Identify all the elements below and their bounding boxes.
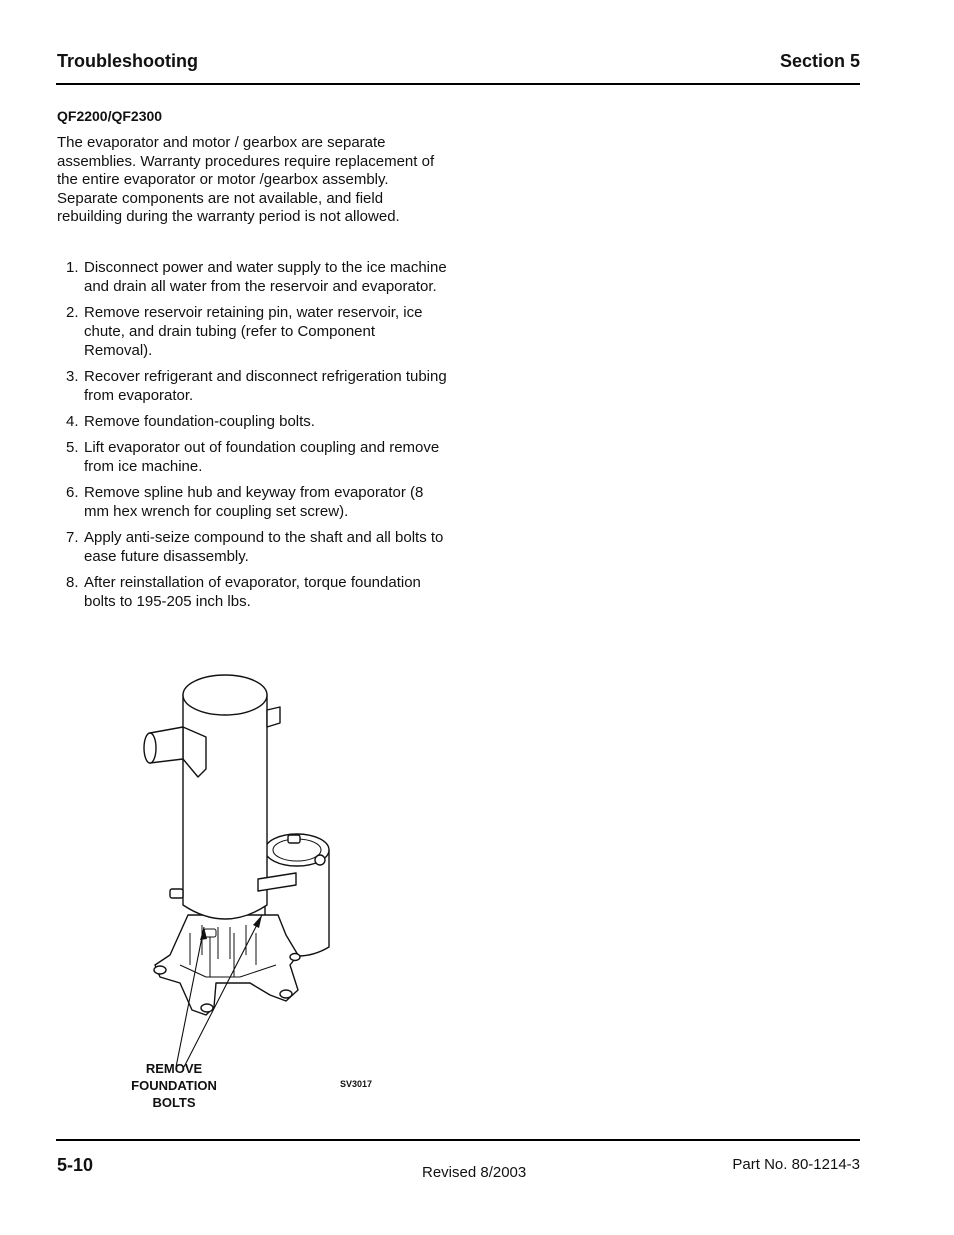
- evaporator-top: [183, 675, 267, 715]
- step-text: Remove reservoir retaining pin, water reservoir, ice chute, and drain tubing (refer to Component Removal).: [84, 304, 423, 359]
- step-number: 4.: [66, 413, 79, 430]
- page-header-section: Section 5: [779, 51, 860, 71]
- evaporator-illustration: [110, 665, 410, 1125]
- step-number: 1.: [66, 259, 79, 276]
- step-text: Apply anti-seize compound to the shaft and all bolts to ease future disassembly.: [84, 529, 444, 565]
- step-text: Disconnect power and water supply to the ice machine and drain all water from the reservoir and evaporator.: [84, 259, 447, 295]
- foundation-coupling: [155, 915, 298, 1015]
- step-item: [57, 528, 447, 566]
- figure-id: SV3017: [340, 1079, 373, 1089]
- evaporator-body: [183, 695, 267, 919]
- intro-paragraph: The evaporator and motor / gearbox are separate assemblies. Warranty procedures require replacement of the entire evaporator or motor /gearbox assembly. Separate components are not available, and field rebuilding during the warranty period is not allowed.: [57, 134, 435, 225]
- step-item: [57, 412, 447, 431]
- step-item: [57, 258, 447, 296]
- step-number: 7.: [66, 529, 79, 546]
- step-text: Remove spline hub and keyway from evaporator (8 mm hex wrench for coupling set screw).: [84, 484, 424, 520]
- step-number: 6.: [66, 484, 79, 501]
- header-rule: [56, 83, 860, 85]
- step-number: 5.: [66, 439, 79, 456]
- page-number: 5-10: [57, 1155, 94, 1175]
- step-item: [57, 438, 447, 476]
- step-number: 2.: [66, 304, 79, 321]
- step-text: Lift evaporator out of foundation coupling and remove from ice machine.: [84, 439, 440, 475]
- step-text: After reinstallation of evaporator, torque foundation bolts to 195-205 inch lbs.: [84, 574, 421, 610]
- step-item: [57, 573, 447, 611]
- step-text: Remove foundation-coupling bolts.: [84, 413, 315, 430]
- callout-line: BOLTS: [152, 1095, 196, 1110]
- step-number: 3.: [66, 368, 79, 385]
- revision-date: Revised 8/2003: [422, 1164, 527, 1181]
- callout-line: REMOVE: [145, 1061, 203, 1076]
- part-number: Part No. 80-1214-3: [732, 1156, 860, 1173]
- step-item: [57, 303, 447, 360]
- step-item: [57, 483, 447, 521]
- figure-callout: [118, 1060, 230, 1111]
- step-number: 8.: [66, 574, 79, 591]
- page-header-title: Troubleshooting: [57, 51, 198, 71]
- step-text: Recover refrigerant and disconnect refrigeration tubing from evaporator.: [84, 368, 447, 404]
- step-item: [57, 367, 447, 405]
- footer-rule: [56, 1139, 860, 1141]
- model-subheading: QF2200/QF2300: [57, 108, 163, 124]
- procedure-steps: [57, 258, 447, 618]
- callout-line: FOUNDATION: [131, 1078, 217, 1093]
